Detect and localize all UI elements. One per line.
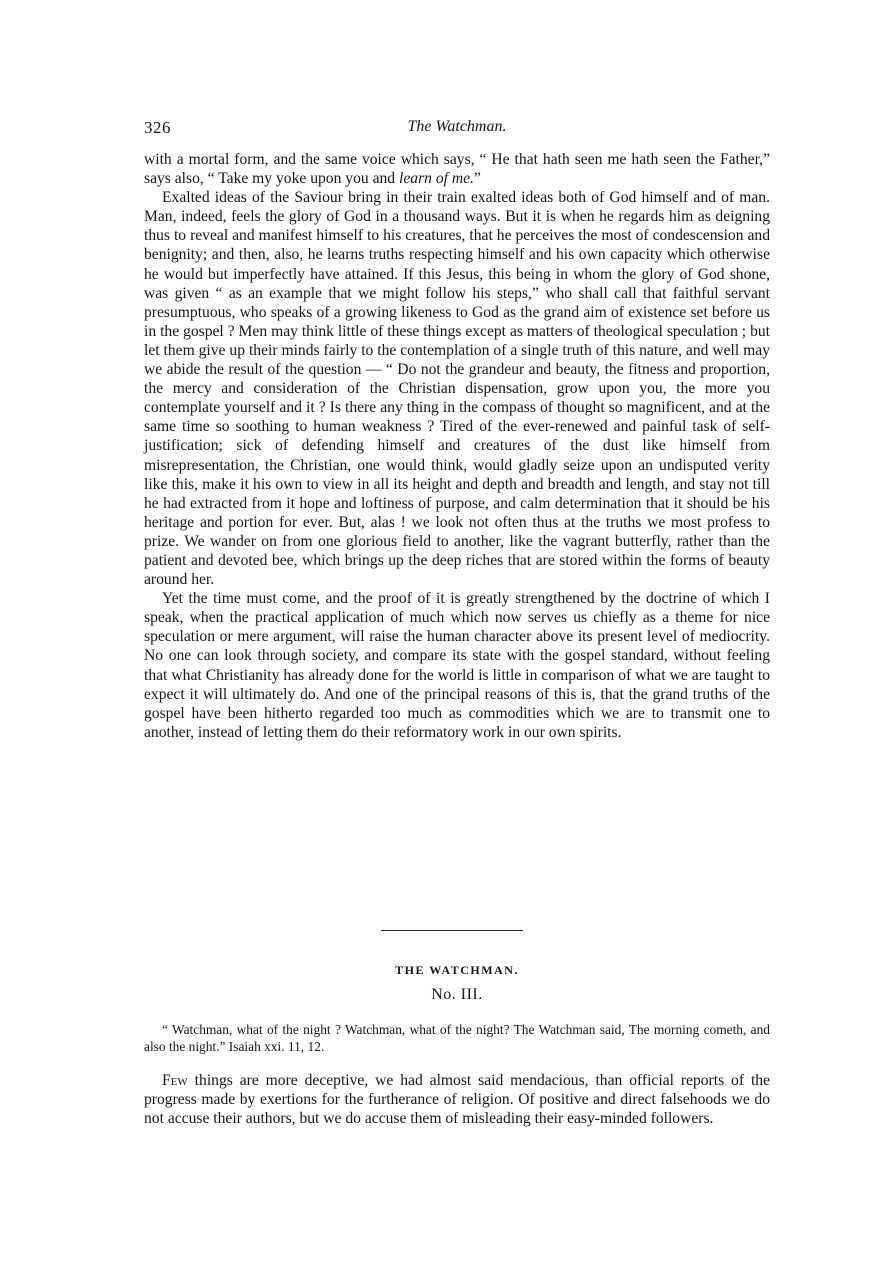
paragraph-continued bbox=[144, 150, 770, 188]
running-title: The Watchman. bbox=[407, 118, 507, 135]
drop-word: Few bbox=[162, 1072, 188, 1089]
page-number: 326 bbox=[144, 118, 171, 137]
closing-text bbox=[144, 1071, 770, 1128]
section-divider bbox=[381, 930, 523, 931]
paragraph: Yet the time must come, and the proof of it is greatly strengthened by the doctrine of which I speak, when the practical application of much which now serves us chiefly as a theme for nice speculation or mere argument, will raise the human character above its present level of mediocrity. No one can look through society, and compare its state with the gospel standard, without feeling that what Christianity has already done for the world is little in comparison of what we are taught to expect it will ultimately do. And one of the principal reasons of this is, that the grand truths of the gospel have been hitherto regarded too much as commodities which we are to transmit one to another, instead of letting them do their reformatory work in our own spirits. bbox=[144, 590, 770, 741]
section-title: THE WATCHMAN. bbox=[395, 963, 519, 977]
paragraph: Exalted ideas of the Saviour bring in their train exalted ideas both of God himself and of man. Man, indeed, feels the glory of God in a thousand ways. But it is when he regards him as deigning thus to reveal and manifest himself to his creatures, that he perceives the most of condescension and benignity; and then, also, he learns truths respecting himself and his own capacity which otherwise he would but imperfectly have attained. If this Jesus, this being in whom the glory of God shone, was given “ as an example that we might follow his steps,” who shall call that faithful servant presumptuous, who speaks of a growing likeness to God as the grand aim of existence set before us in the gospel ? Men may think little of these things except as matters of theological speculation ; but let them give up their minds fairly to the contemplation of a single truth of this nature, and well may we abide the result of the question — “ Do not the grandeur and beauty, the fitness and proportion, the mercy and consideration of the Christian dispensation, grow upon you, the more you contemplate yourself and it ? Is there any thing in the compass of thought so magnificent, and at the same time so soothing to human weakness ? Tired of the ever-renewed and painful task of self-justification; sick of defending himself and creatures of the dust like himself from misrepresentation, the Christian, one would think, would gladly seize upon an undisputed verity like this, make it his own to view in all its height and depth and breadth and length, and stay not till he had extracted from it hope and loftiness of purpose, and calm determination that it should be his heritage and portion for ever. But, alas ! we look not often thus at the truths we most profess to prize. We wander on from one glorious field to another, like the vagrant butterfly, rather than the patient and devoted bee, which brings up the deep riches that are stored within the forms of beauty around her. bbox=[144, 189, 770, 589]
italic-phrase: learn of me. bbox=[399, 170, 474, 188]
paragraph-text: with a mortal form, and the same voice which says, “ He that hath seen me hath seen the Father,” says also, “ Take my yoke upon you and bbox=[144, 151, 770, 188]
issue-number: No. III. bbox=[431, 986, 483, 1003]
body-text bbox=[144, 150, 770, 742]
paragraph-text-end: ” bbox=[473, 170, 481, 188]
paragraph bbox=[144, 1071, 770, 1128]
epigraph: “ Watchman, what of the night ? Watchman, what of the night? The Watchman said, The morning cometh, and also the night.” Isaiah xxi. 11, 12. bbox=[144, 1022, 770, 1054]
running-head bbox=[144, 118, 770, 140]
paragraph-text: things are more deceptive, we had almost said mendacious, than official reports of the progress made by exertions for the furtherance of religion. Of positive and direct falsehoods we do not accuse their authors, but we do accuse them of misleading their easy-minded followers. bbox=[144, 1072, 770, 1128]
